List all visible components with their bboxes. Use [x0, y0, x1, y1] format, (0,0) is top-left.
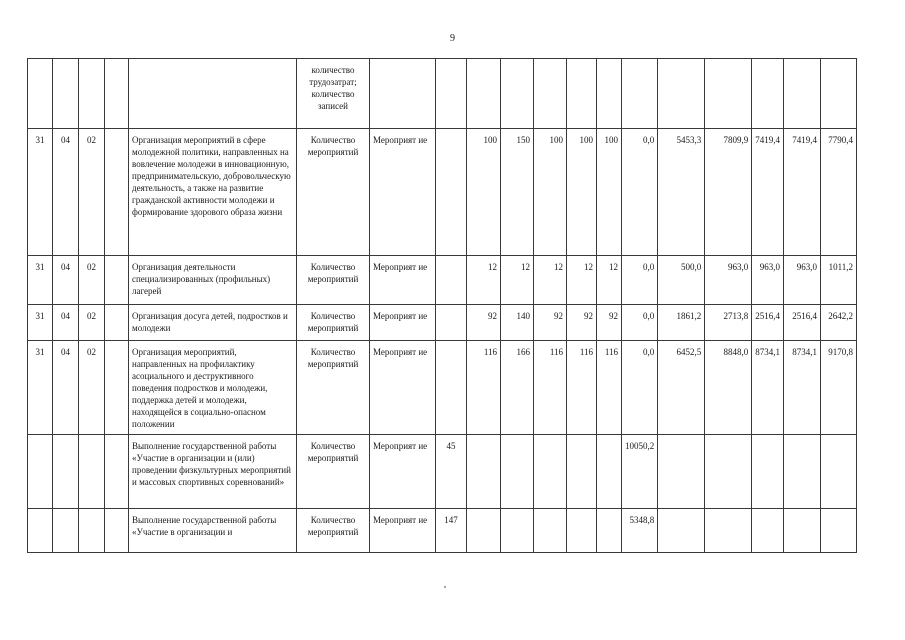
table-cell: 92 — [467, 305, 501, 341]
table-cell: 7809,9 — [705, 129, 752, 256]
table-cell: 2516,4 — [752, 305, 784, 341]
table-cell — [821, 59, 857, 129]
table-cell — [53, 59, 79, 129]
table-cell — [658, 59, 705, 129]
table-cell — [105, 341, 129, 435]
table-cell: 9170,8 — [821, 341, 857, 435]
table-cell — [597, 509, 622, 553]
table-cell: 100 — [567, 129, 597, 256]
table-cell — [129, 59, 297, 129]
table-cell: Мероприят ие — [370, 435, 436, 509]
table-cell — [370, 59, 436, 129]
table-cell — [534, 435, 567, 509]
table-cell: 7419,4 — [752, 129, 784, 256]
table-cell: Организация мероприятий в сфере молодежной политики, направленных на вовлечение молодежи в инновационную, предпринимательскую, добровольческую деятельность, а также на развитие гражданской активности молодежи и формирование здорового образа жизни — [129, 129, 297, 256]
table-cell — [705, 435, 752, 509]
table-cell — [467, 435, 501, 509]
table-cell — [436, 129, 467, 256]
table-cell: Количество мероприятий — [297, 305, 370, 341]
table-cell — [752, 509, 784, 553]
table-cell: количество трудозатрат; количество записей — [297, 59, 370, 129]
page-number: 9 — [450, 33, 455, 44]
table-cell — [658, 435, 705, 509]
table-cell: 963,0 — [752, 256, 784, 305]
table-cell — [622, 59, 658, 129]
table-cell: Мероприят ие — [370, 341, 436, 435]
table-cell: 92 — [567, 305, 597, 341]
table-cell — [821, 509, 857, 553]
table-cell — [105, 256, 129, 305]
table-cell — [105, 509, 129, 553]
table-cell: 963,0 — [705, 256, 752, 305]
table-cell: 963,0 — [784, 256, 821, 305]
table-cell: 5348,8 — [622, 509, 658, 553]
table-cell: 12 — [597, 256, 622, 305]
table-cell: 31 — [28, 256, 53, 305]
table-cell: 04 — [53, 341, 79, 435]
table-cell — [821, 435, 857, 509]
table-row — [28, 509, 857, 553]
table-cell — [501, 509, 534, 553]
table-cell: 02 — [79, 305, 105, 341]
table-cell: 500,0 — [658, 256, 705, 305]
table-cell — [436, 341, 467, 435]
table-cell — [105, 59, 129, 129]
table-cell: 45 — [436, 435, 467, 509]
table-cell — [784, 435, 821, 509]
table-cell — [752, 59, 784, 129]
table-cell — [567, 59, 597, 129]
table-cell — [567, 435, 597, 509]
table-cell — [53, 435, 79, 509]
table-cell: Организация мероприятий, направленных на профилактику асоциального и деструктивного поведения подростков и молодежи, поддержка детей и молодежи, находящейся в социально-опасном положении — [129, 341, 297, 435]
table-cell — [705, 59, 752, 129]
table-cell: 100 — [467, 129, 501, 256]
table-cell: 04 — [53, 129, 79, 256]
table-cell — [53, 509, 79, 553]
table-cell — [28, 435, 53, 509]
table-cell: Количество мероприятий — [297, 129, 370, 256]
table-cell: 92 — [597, 305, 622, 341]
table-cell: 8734,1 — [752, 341, 784, 435]
table-cell: 04 — [53, 256, 79, 305]
table-cell: 12 — [501, 256, 534, 305]
table-cell: 31 — [28, 305, 53, 341]
table-cell: 2516,4 — [784, 305, 821, 341]
table-cell: 8848,0 — [705, 341, 752, 435]
table-cell: 2713,8 — [705, 305, 752, 341]
table-cell: 8734,1 — [784, 341, 821, 435]
table-cell — [501, 59, 534, 129]
table-cell — [436, 305, 467, 341]
table-row — [28, 59, 857, 129]
table-cell — [79, 435, 105, 509]
table-cell: Организация досуга детей, подростков и молодежи — [129, 305, 297, 341]
table-cell: Мероприят ие — [370, 509, 436, 553]
table-cell: 147 — [436, 509, 467, 553]
table-cell — [28, 509, 53, 553]
table-cell: 0,0 — [622, 341, 658, 435]
table-cell — [658, 509, 705, 553]
table-cell — [705, 509, 752, 553]
table-row — [28, 129, 857, 256]
table-cell: 10050,2 — [622, 435, 658, 509]
table-cell: 02 — [79, 129, 105, 256]
table-cell: 116 — [567, 341, 597, 435]
table-cell: 12 — [534, 256, 567, 305]
table-cell: 31 — [28, 129, 53, 256]
table-cell: 140 — [501, 305, 534, 341]
table-cell — [534, 509, 567, 553]
table-cell — [567, 509, 597, 553]
table-cell: Организация деятельности специализированных (профильных) лагерей — [129, 256, 297, 305]
table-cell — [597, 59, 622, 129]
table-row — [28, 341, 857, 435]
table-cell — [467, 59, 501, 129]
table-cell: Мероприят ие — [370, 256, 436, 305]
table-cell: Выполнение государственной работы «Участие в организации и (или) проведении физкультурных мероприятий и массовых спортивных соревнований» — [129, 435, 297, 509]
table-cell — [784, 59, 821, 129]
table-cell — [105, 305, 129, 341]
table-cell — [105, 129, 129, 256]
table-cell: 5453,3 — [658, 129, 705, 256]
table-cell: 92 — [534, 305, 567, 341]
table-cell — [28, 59, 53, 129]
table-cell: 100 — [534, 129, 567, 256]
table-cell: 7790,4 — [821, 129, 857, 256]
table-cell: 100 — [597, 129, 622, 256]
table-cell: Количество мероприятий — [297, 509, 370, 553]
table-cell: 150 — [501, 129, 534, 256]
table-cell: 0,0 — [622, 256, 658, 305]
table-cell: 2642,2 — [821, 305, 857, 341]
table-cell: 7419,4 — [784, 129, 821, 256]
table-cell: 116 — [597, 341, 622, 435]
table-cell: 6452,5 — [658, 341, 705, 435]
table-cell: 116 — [467, 341, 501, 435]
table-cell: 12 — [467, 256, 501, 305]
table-row — [28, 435, 857, 509]
table-cell: Количество мероприятий — [297, 341, 370, 435]
table-cell: 12 — [567, 256, 597, 305]
table-cell: Мероприят ие — [370, 129, 436, 256]
table-cell: Количество мероприятий — [297, 435, 370, 509]
table-row — [28, 256, 857, 305]
table-cell: 1011,2 — [821, 256, 857, 305]
table-row — [28, 305, 857, 341]
table-cell — [436, 256, 467, 305]
table-cell — [467, 509, 501, 553]
table-cell — [436, 59, 467, 129]
table-cell: 31 — [28, 341, 53, 435]
table-cell — [784, 509, 821, 553]
table-cell — [597, 435, 622, 509]
table-cell: Количество мероприятий — [297, 256, 370, 305]
table-cell — [79, 509, 105, 553]
table-cell — [752, 435, 784, 509]
table-cell — [534, 59, 567, 129]
table-cell: 166 — [501, 341, 534, 435]
table-cell: 1861,2 — [658, 305, 705, 341]
table-cell: 116 — [534, 341, 567, 435]
table-cell: 04 — [53, 305, 79, 341]
table-cell — [79, 59, 105, 129]
table-cell: 02 — [79, 341, 105, 435]
table-cell: Выполнение государственной работы «Участие в организации и — [129, 509, 297, 553]
table-cell — [105, 435, 129, 509]
scan-dot — [444, 586, 446, 588]
table-cell — [501, 435, 534, 509]
table-cell: 0,0 — [622, 129, 658, 256]
table-cell: 02 — [79, 256, 105, 305]
data-table — [27, 58, 857, 553]
table-cell: 0,0 — [622, 305, 658, 341]
table-cell: Мероприят ие — [370, 305, 436, 341]
